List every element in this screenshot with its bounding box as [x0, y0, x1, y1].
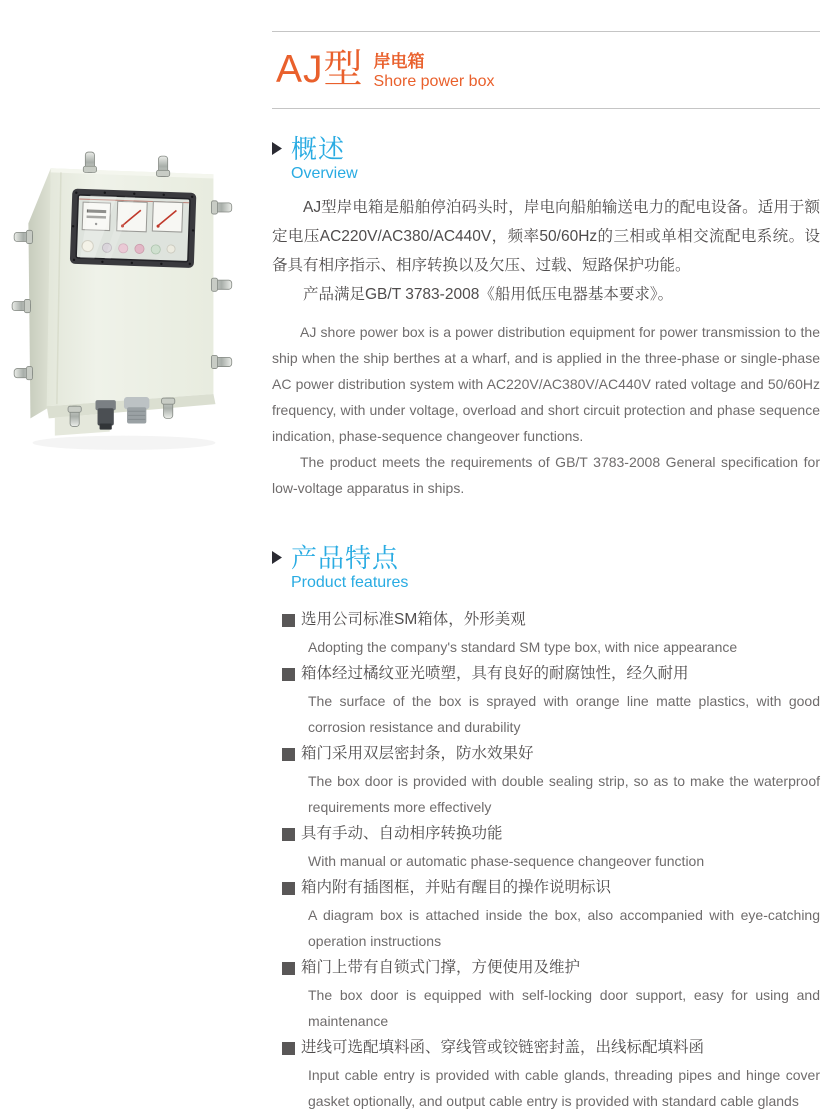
feature-text-cn: 箱内附有插图框，并贴有醒目的操作说明标识	[301, 879, 612, 896]
feature-item	[282, 954, 820, 1034]
overview-paragraph-en-2: The product meets the requirements of GB/T 3783-2008 General specification for low-voltage apparatus in ships.	[272, 454, 820, 496]
content-column	[272, 0, 820, 1114]
latch-top-1	[83, 152, 96, 172]
product-subtitle	[374, 52, 495, 91]
cable-gland-dark	[96, 400, 116, 429]
overview-heading	[272, 134, 820, 184]
latch-bottom-2	[162, 398, 175, 418]
cabinet-shadow	[32, 436, 215, 450]
latch-bottom-1	[68, 406, 81, 426]
latch-top-2	[157, 156, 170, 176]
latch-right-1	[211, 201, 231, 214]
shore-power-box-illustration	[10, 150, 242, 455]
feature-bullet-icon	[282, 962, 295, 975]
overview-heading-en: Overview	[291, 165, 358, 182]
feature-item	[282, 1034, 820, 1114]
overview-paragraph-cn-2: 产品满足GB/T 3783-2008《船用低压电器基本要求》。	[303, 286, 674, 303]
feature-item	[282, 874, 820, 954]
feature-text-en: Input cable entry is provided with cable glands, threading pipes and hinge cover gasket optionally, and output cable entry is provided with standard cable glands	[308, 1067, 820, 1109]
section-arrow-icon	[272, 551, 282, 564]
latch-left-2	[12, 299, 30, 312]
feature-text-en: Adopting the company's standard SM type box, with nice appearance	[308, 639, 738, 655]
features-heading	[272, 543, 820, 593]
analog-meter-3	[152, 202, 182, 232]
feature-text-cn: 进线可选配填料函、穿线管或铰链密封盖，出线标配填料函	[301, 1039, 705, 1056]
product-subtitle-cn: 岸电箱	[373, 51, 425, 71]
latch-right-2	[211, 278, 231, 291]
feature-list	[272, 606, 820, 1114]
feature-text-en: The box door is equipped with self-locking door support, easy for using and maintenance	[308, 987, 820, 1029]
feature-item	[282, 660, 820, 740]
feature-bullet-icon	[282, 828, 295, 841]
feature-item	[282, 606, 820, 660]
feature-text-cn: 箱体经过橘纹亚光喷塑，具有良好的耐腐蚀性，经久耐用	[301, 665, 689, 682]
latch-left-3	[14, 367, 32, 380]
page-title-block	[272, 31, 820, 109]
overview-paragraph-en-1: AJ shore power box is a power distribution equipment for power transmission to the ship when the ship berthes at a wharf, and is applied in the three-phase or single-phase AC power distribution system with AC220V/AC380V/AC440V rated voltage and 50/60Hz frequency, with under voltage, overload and short circuit protection and phase sequence indication, phase-sequence changeover functions.	[272, 324, 820, 444]
feature-bullet-icon	[282, 1042, 295, 1055]
section-arrow-icon	[272, 142, 282, 155]
meter-window	[70, 189, 197, 269]
overview-heading-cn: 概述	[291, 134, 346, 164]
feature-item	[282, 820, 820, 874]
feature-text-en: With manual or automatic phase-sequence changeover function	[308, 853, 705, 869]
section-product-features	[272, 543, 820, 1114]
feature-bullet-icon	[282, 614, 295, 627]
product-model: AJ型	[276, 48, 364, 91]
product-photo	[10, 150, 242, 455]
feature-text-en: The box door is provided with double sealing strip, so as to make the waterproof requirements more effectively	[308, 773, 820, 815]
feature-bullet-icon	[282, 748, 295, 761]
features-heading-en: Product features	[291, 574, 409, 591]
feature-bullet-icon	[282, 882, 295, 895]
feature-text-cn: 具有手动、自动相序转换功能	[301, 825, 503, 842]
feature-text-en: The surface of the box is sprayed with orange line matte plastics, with good corrosion resistance and durability	[308, 693, 820, 735]
features-heading-cn: 产品特点	[291, 543, 400, 573]
cable-gland-metal	[124, 397, 149, 423]
feature-text-cn: 选用公司标准SM箱体，外形美观	[301, 611, 526, 628]
feature-text-cn: 箱门上带有自锁式门撑，方便使用及维护	[301, 959, 581, 976]
feature-text-en: A diagram box is attached inside the box, also accompanied with eye-catching operation instructions	[308, 907, 820, 949]
feature-bullet-icon	[282, 668, 295, 681]
overview-paragraph-cn-1: AJ型岸电箱是船舶停泊码头时，岸电向船舶输送电力的配电设备。适用于额定电压AC220V/AC380/AC440V，频率50/60Hz的三相或单相交流配电系统。设备具有相序指示、相序转换以及欠压、过载、短路保护功能。	[272, 199, 820, 274]
feature-item	[282, 740, 820, 820]
feature-text-cn: 箱门采用双层密封条，防水效果好	[301, 745, 534, 762]
product-subtitle-en: Shore power box	[373, 72, 495, 90]
latch-left-1	[14, 230, 32, 243]
latch-right-3	[211, 355, 231, 368]
section-overview	[272, 134, 820, 501]
